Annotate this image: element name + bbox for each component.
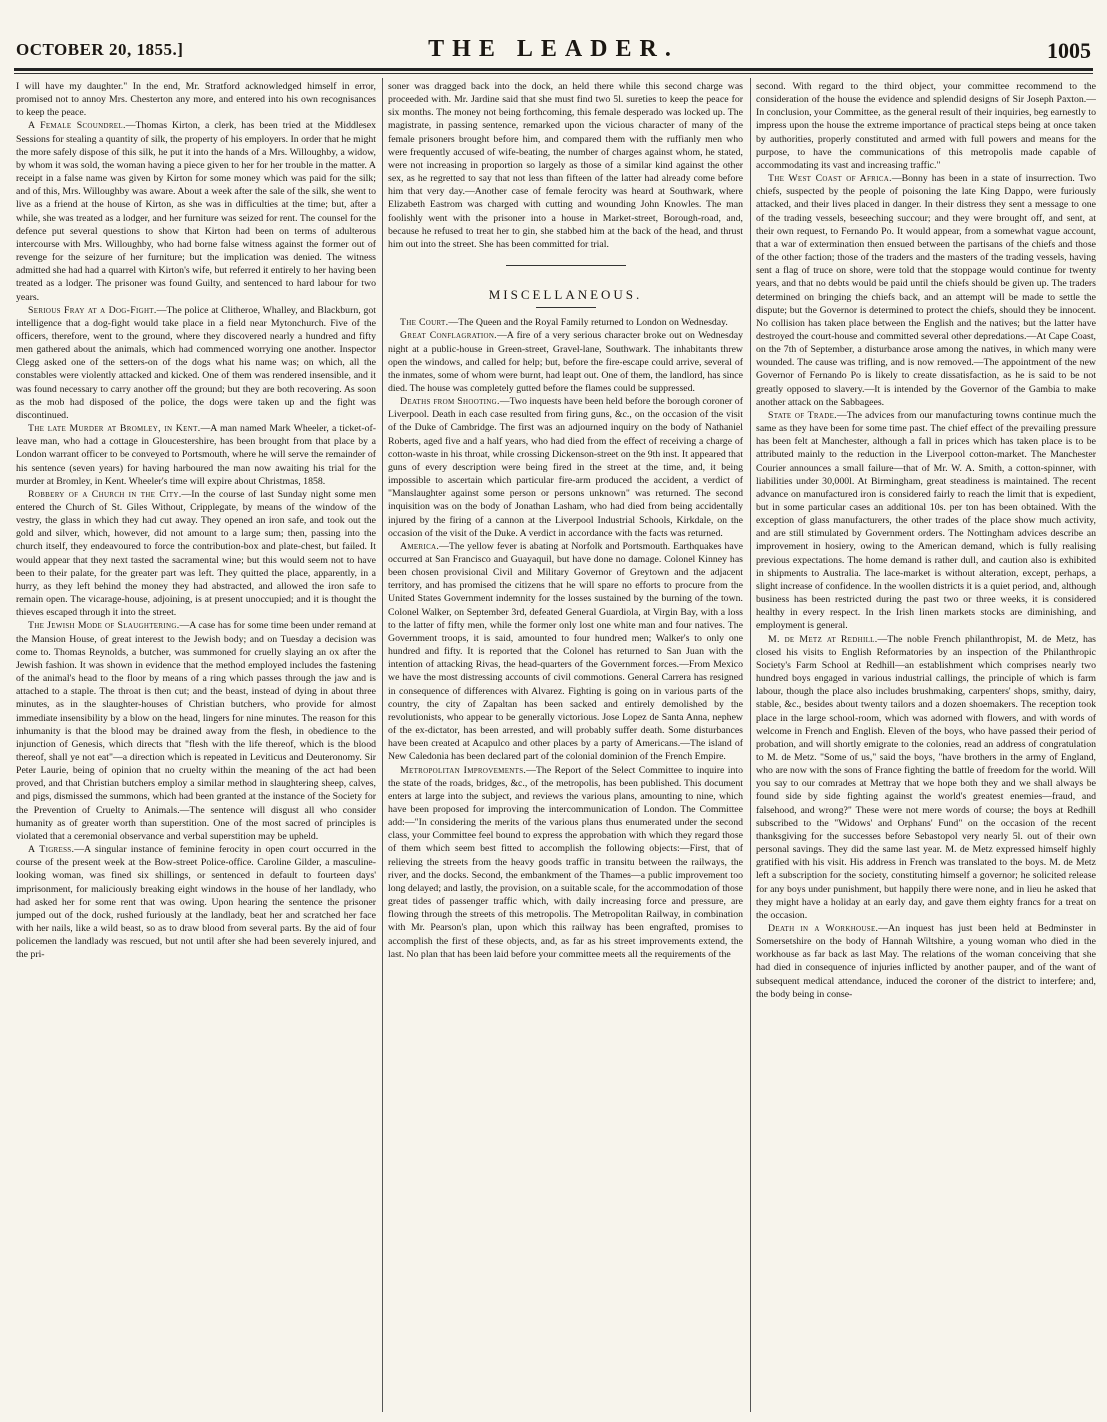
article-text: —Two inquests have been held before the borough coroner of Liverpool. Death in each case resulted from firing guns, &c., on the occasion of the visit of the Duke of Cambridge. The first was an adjourned inquiry on the body of Nathaniel Roberts, aged five and a half years, who had died from the effect of receiving a charge of cotton-waste in his throat, while crossing Dickenson-street on the 9th inst. It appeared that guns of every description were being fired in the street at the time, and, it being impossible to ascertain which particular fire-arm produced the accident, a verdict of "Manslaughter against some person or persons unknown" was returned. The second inquisition was on the body of Jonathan Lasham, who had died from being accidentally injured by the firing of a cannon at the Liverpool Industrial Schools, Kirkdale, on the occasion of the visit of the Duke. A verdict in accordance with the facts was returned. bbox=[388, 396, 743, 539]
article-text: —An inquest has just been held at Bedminster in Somersetshire on the body of Hannah Wiltshire, a young woman who died in the workhouse as far back as last May. The relations of the woman conceiving that she had died in consequence of injuries inflicted by another pauper, and of the want of subsequent medical attendance, induced the coroner of the district to interfere; and, the body being in conse- bbox=[756, 923, 1096, 1000]
article-heading: A Female Scoundrel. bbox=[28, 120, 126, 132]
issue-date: OCTOBER 20, 1855.] bbox=[16, 40, 184, 59]
article-paragraph bbox=[388, 395, 743, 540]
article-heading: A Tigress. bbox=[28, 844, 75, 856]
article-text: —In the course of last Sunday night some men entered the Church of St. Giles Without, Cripplegate, by means of the window of the vestry, the glass in which they had cut away. They opened an iron safe, and took out the gold and silver, which, however, did not amount to a large sum; then, passing into the church itself, they endeavoured to force the contribution-box and plate-chest, but failed. It would appear that they next tasted the sacramental wine; but this would seem not to have been to their palate, for the greater part was left. They quitted the place, apparently, in a hurry, as they left behind the money they had abstracted, and allowed the iron safe to remain open. The vicarage-house, adjoining, is at present unoccupied; and it is thought the thieves escaped through it into the street. bbox=[16, 488, 376, 619]
article-paragraph bbox=[388, 764, 743, 961]
article-paragraph bbox=[388, 80, 743, 251]
article-text: —The noble French philanthropist, M. de Metz, has closed his visits to English Reformatories by an inspection of the Philanthropic Society's Farm School at Redhill—an establishment which comprises nearly two hundred boys engaged in various industrial callings, the principle of which is farm labour, though the place also includes brushmaking, carpenters' shops, smithy, dairy, stable, &c., besides about twenty tailors and a dozen shoemakers. The reception took place in the large school-room, which was adorned with flowers, and with words of welcome in French and English. Eleven of the boys, who have passed their period of probation, and will shortly emigrate to the colonies, read an address of congratulation to M. de Metz. "Some of us," said the boys, "have brothers in the army of England, who are now with the sons of France fighting the battle of freedom for the world. Will you say to our comrades at Mettray that we hope both they and we shall always be found side by side fighting against the world's greatest enemies—fraud, and falsehood, and wrong?" These were not mere words of course; the boys at Redhill subscribed to the "Widows' and Orphans' Fund" on the occasion of the recent thanksgiving for the successes before Sebastopol very nearly 5l. out of their own personal savings. They did the same last year. M. de Metz expressed himself highly gratified with his visit. His address in French was translated to the boys. M. de Metz left a subscription for the society, constituting himself a governor; he solicited release for any boys under punishment, but happily there were none, and in lieu he asked that they might have a holiday at an early day, and gave them eighty francs for a treat on the occasion. bbox=[756, 633, 1096, 921]
article-text: —A fire of a very serious character broke out on Wednesday night at a public-house in Green-street, Gravel-lane, Southwark. The inhabitants threw open the windows, and called for help; but, before the fire-escape could arrive, several of the inmates, some of whom were burnt, had leapt out. One of them, the landlord, has since died. The house was completely gutted before the flames could be suppressed. bbox=[388, 330, 743, 394]
article-paragraph bbox=[16, 80, 376, 119]
article-text: —Bonny has been in a state of insurrection. Two chiefs, suspected by the people of poisoning the late King Dappo, were furiously attacked, and their lives placed in danger. In their distress they sent a message to one of the trading vessels, beseeching succour; and they were brought off, and sent, at their own request, to Fernando Po. It would appear, from a somewhat vague account, that a war of extermination then ensued between the partisans of the chiefs and those of the other faction; those of the traders and the masters of the trading vessels, having sent a flag of truce on shore, were told that the stoppage would continue for twenty years, and that no debts would be paid until the chiefs should be given up. The traders determined on bringing the chiefs back, and an attempt will be made to settle the dispute; but the Governor is determined to protect the chiefs, should they be innocent. No collision has taken place between the English and the natives; but the latter have destroyed the court-house and committed several other depredations.—At Cape Coast, on the 7th of September, a disturbance arose among the natives, in which many were wounded. The cause was trifling, and is now removed.—The appointment of the new Governor of Fernando Po is likely to create dissatisfaction, as he is said to be not greatly opposed to slavery.—It is intended by the Governor of the Gambia to make another attack on the Sabbagees. bbox=[756, 173, 1096, 408]
article-paragraph bbox=[388, 316, 743, 329]
article-text: soner was dragged back into the dock, an held there while this second charge was proceeded with. Mr. Jardine said that she must find two 5l. sureties to keep the peace for six months. The money not being forthcoming, this female desperado was locked up. The magistrate, in passing sentence, remarked upon the vicious character of many of the female prisoners brought before him, and compared them with the ruffianly men who were frequently accused of wife-beating, the number of charges against whom, he stated, were not increasing in proportion so largely as those of a similar kind against the other sex, as he regretted to say that not less than fifteen of the latter had already come before him that very day.—Another case of female ferocity was heard at Southwark, where Elizabeth Eastrom was charged with cutting and wounding John Knowles. The man foolishly went with the prisoner into a house in Market-street, Borough-road, and, because he refused to treat her to gin, she stabbed him at the back of the head, and thrust him out into the street. She has been committed for trial. bbox=[388, 81, 743, 250]
column-divider bbox=[750, 78, 751, 1412]
article-paragraph bbox=[756, 409, 1096, 633]
article-text: —The police at Clitheroe, Whalley, and Blackburn, got intelligence that a dog-fight would take place in a field near Mytonchurch. Five of the officers, therefore, went to the ground, where they discovered nearly a hundred and fifty men gathered about the animals, which had commenced worrying one another. Inspector Clegg asked one of the setters-on of the dogs what his name was; on which, all the constables were violently attacked and kicked. One of them was rendered insensible, and it was found necessary to carry another off the ground; but they are both recovering. As soon as the mob had disposed of the police, the dogs were taken up and the fight was discontinued. bbox=[16, 304, 376, 421]
article-text: —A case has for some time been under remand at the Mansion House, of great interest to the Jewish body; and on Tuesday a decision was come to. Thomas Reynolds, a butcher, was summoned for cruelly slaying an ox after the Jewish fashion. It was shown in evidence that the method employed includes the fastening of the animal's head to the floor by means of a ring which passes through the jaw and is attached to a staple. The throat is then cut; and the beast, instead of dying in about three minutes, as in the slaughter-houses of Christian butchers, who provide for almost immediate insensibility by a blow on the head, lingers for nine minutes. The reason for this inhumanity is that the blood may be drained away from the flesh, in obedience to the injunction of Genesis, which directs that "flesh with the life thereof, which is the blood thereof, shall ye not eat"—a direction which is repeated in Leviticus and Deuteronomy. Sir Peter Laurie, being of opinion that no cruelty within the meaning of the act had been proved, and that Christian butchers employ a similar method in slaughtering sheep, calves, and pigs, dismissed the summons, which had been granted at the instance of the Society for the Prevention of Cruelty to Animals.—The sentence will disgust all who consider humanity as of greater worth than superstition. One of the most sacred of principles is violated that a ceremonial observance and verbal superstition may be upheld. bbox=[16, 620, 376, 842]
article-text: —A man named Mark Wheeler, a ticket-of-leave man, who had a cottage in Gloucestershire, has been brought from that place by a London warrant officer to be conveyed to Portsmouth, where he will serve the remainder of his sentence (seven years) for having harboured the man now awaiting his trial for the murder at Bromley, in Kent. Wheeler's time will expire about Christmas, 1858. bbox=[16, 423, 376, 487]
column-1 bbox=[16, 80, 376, 1410]
article-heading: The Jewish Mode of Slaughtering. bbox=[28, 620, 180, 632]
section-title-miscellaneous: MISCELLANEOUS. bbox=[488, 287, 643, 303]
article-paragraph bbox=[16, 619, 376, 843]
section-divider bbox=[506, 265, 626, 266]
section-divider bbox=[536, 307, 596, 308]
article-paragraph bbox=[756, 172, 1096, 409]
article-paragraph bbox=[756, 922, 1096, 1001]
page-number: 1005 bbox=[1047, 38, 1091, 63]
newspaper-title: THE LEADER. bbox=[428, 36, 679, 62]
article-text: —The advices from our manufacturing towns continue much the same as they have been for some time past. The chief effect of the prevailing pressure has been felt at Manchester, although a fall in prices which has taken place is to be attributed mainly to the reduction in the Liverpool cotton-market. The Manchester Courier announces a small failure—that of Mr. W. A. Smith, a cotton-spinner, with liabilities under 30,000l. At Birmingham, great steadiness is maintained. The recent advance on manufactured iron is considered fairly to reach the limit that is expedient, but in some particular cases an additional 10s. per ton has been obtained. With the exception of glass manufacturers, the other trades of the place show much activity, and are still stimulated by Government orders. The Nottingham advices describe an improvement in hosiery, owing to the American demand, which is fully realising previous expectations. The home demand is rather dull, and caution also is exhibited in shipments to Australia. The lace-market is without alteration, except, perhaps, a slight increase of confidence. In the woollen districts it is a quiet period, and, although business has been restricted during the past two or three weeks, it is considered healthy in every respect. In the Irish linen markets stocks are diminishing, and employment is general. bbox=[756, 409, 1096, 632]
article-heading: Robbery of a Church in the City. bbox=[28, 488, 182, 500]
article-paragraph bbox=[16, 488, 376, 620]
article-heading: Death in a Workhouse. bbox=[768, 923, 879, 934]
article-heading: The Court. bbox=[400, 317, 449, 329]
article-paragraph bbox=[756, 633, 1096, 922]
article-heading: The West Coast of Africa. bbox=[768, 173, 892, 185]
masthead bbox=[16, 36, 1091, 66]
article-heading: Serious Fray at a Dog-Fight. bbox=[28, 304, 157, 316]
article-heading: Deaths from Shooting. bbox=[400, 396, 500, 408]
article-text: —The yellow fever is abating at Norfolk and Portsmouth. Earthquakes have occurred at San Francisco and Guayaquil, but have done no damage. Colonel Kinney has been chosen provisional Civil and Military Governor of Greytown and the adjacent territory, and has promised the citizens that he will spare no efforts to procure from the United States Government indemnity for the losses sustained by the burning of the town. Colonel Walker, on September 3rd, defeated General Guardiola, at Virgin Bay, with a loss to the latter of fifty men, while the former only lost one white man and four natives. The Government troops, it is said, amounted to four hundred men; Walker's to only one hundred and fifty. It is reported that the Colonel has returned to San Juan with the intention of attacking Rivas, the head-quarters of the Government forces.—From Mexico we have the most distressing accounts of civil commotions. General Carrera has resigned in consequence of differences with Alvarez. Fighting is going on in various parts of the country, the city of Zapaltan has been sacked and entirely demolished by the revolutionists, who appear to be generally victorious. Jose Lopez de Santa Anna, nephew of the ex-dictator, has been arrested, and will probably suffer death. Some disturbances have been created at Acapulco and other places by a party of Americans.—The island of New Caledonia has been declared part of the colonial dominion of the French Empire. bbox=[388, 540, 743, 763]
article-text: —Thomas Kirton, a clerk, has been tried at the Middlesex Sessions for stealing a quantity of silk, the property of his employers. In order that he might the more safely dispose of this silk, he put it into the hands of a Mrs. Willoughby, a widow, by whom it was sold, the woman having a piece given to her for her trouble in the matter. A receipt in a false name was given by Kirton for some money which was paid for the silk; and of this, Mrs. Willoughby was aware. About a week after the sale of the silk, she went to live as a friend at the house of Kirton, as she was in difficulties at the time; but, after a while, she was treated as a lodger, and her furniture was seized for rent. The counsel for the defence put several questions to show that Kirton had been on terms of adulterous intercourse with Mrs. Willoughby, who had borne false witness against the former out of revenge for the seizure of her furniture; but the implication was denied. The witness admitted she had had a quarrel with Kirton's wife, but referred it entirely to her having been treated as a lodger. The prisoner was found Guilty, and sentenced to hard labour for two years. bbox=[16, 120, 376, 303]
masthead-rule bbox=[14, 68, 1093, 71]
article-paragraph bbox=[16, 843, 376, 961]
article-heading: Great Conflagration. bbox=[400, 330, 497, 342]
masthead-rule-thin bbox=[14, 73, 1093, 74]
article-paragraph bbox=[756, 80, 1096, 172]
article-paragraph bbox=[16, 422, 376, 488]
article-heading: State of Trade. bbox=[768, 409, 837, 421]
article-heading: Metropolitan Improvements. bbox=[400, 764, 527, 776]
article-heading: The late Murder at Bromley, in Kent. bbox=[28, 423, 201, 435]
article-heading: America. bbox=[400, 540, 440, 552]
article-paragraph bbox=[16, 119, 376, 303]
article-paragraph bbox=[388, 329, 743, 395]
article-heading: M. de Metz at Redhill. bbox=[768, 633, 878, 645]
article-paragraph bbox=[388, 540, 743, 764]
column-divider bbox=[382, 78, 383, 1412]
article-text: second. With regard to the third object, your committee recommend to the consideration of the house the evidence and splendid designs of Sir Joseph Paxton.—In conclusion, your Committee, as the general result of their inquiries, beg earnestly to impress upon the house the extreme importance of practical steps being at once taken by authorities, properly constituted and armed with full powers and means for the purpose, to have the communications of this metropolis made capable of accommodating its vast and increasing traffic." bbox=[756, 81, 1096, 171]
article-text: I will have my daughter." In the end, Mr. Stratford acknowledged himself in error, promised not to annoy Mrs. Chesterton any more, and entered into his own recognisances to keep the peace. bbox=[16, 81, 376, 119]
article-text: —A singular instance of feminine ferocity in open court occurred in the course of the present week at the Bow-street Police-office. Caroline Gilder, a masculine-looking woman, was fined six shillings, or sentenced in default to fourteen days' imprisonment, for maliciously breaking eight windows in the house of her landlady, who had asked her for some rent that was owing. Upon hearing the sentence the prisoner jumped out of the dock, rushed furiously at the landlady, beat her and scratched her face with her nails, like a wild beast, so as to draw blood from several parts. By the aid of four policemen the landlady was rescued, but not until after she had been severely injured, and the pri- bbox=[16, 844, 376, 961]
article-text: —The Report of the Select Committee to inquire into the state of the roads, bridges, &c., of the metropolis, has been published. This document enters at large into the subject, and reviews the various plans, amounting to nine, which have been proposed for improving the intercommunication of London. The Committee add:—"In considering the merits of the various plans thus enumerated under the second class, your Committee feel bound to express the approbation with which they regard those of them which seem best fitted to accomplish the following objects:—First, that of relieving the streets from the heavy goods traffic in transitu between the railways, the river, and the docks. Second, the embankment of the Thames—a public improvement too long delayed; and lastly, the provision, on a suitable scale, for the accommodation of those great tides of passenger traffic which, with daily increasing force and pressure, are flowing through the streets of this metropolis. The Metropolitan Railway, in combination with Mr. Pearson's plan, upon which this railway has been engrafted, promises to accomplish the first of these objects, and, as far as his street improvements extend, the last. No plan that has been laid before your committee meets all the requirements of the bbox=[388, 764, 743, 960]
article-text: —The Queen and the Royal Family returned to London on Wednesday. bbox=[448, 317, 728, 329]
column-3 bbox=[756, 80, 1096, 1410]
article-paragraph bbox=[16, 304, 376, 422]
column-2 bbox=[388, 80, 743, 1410]
